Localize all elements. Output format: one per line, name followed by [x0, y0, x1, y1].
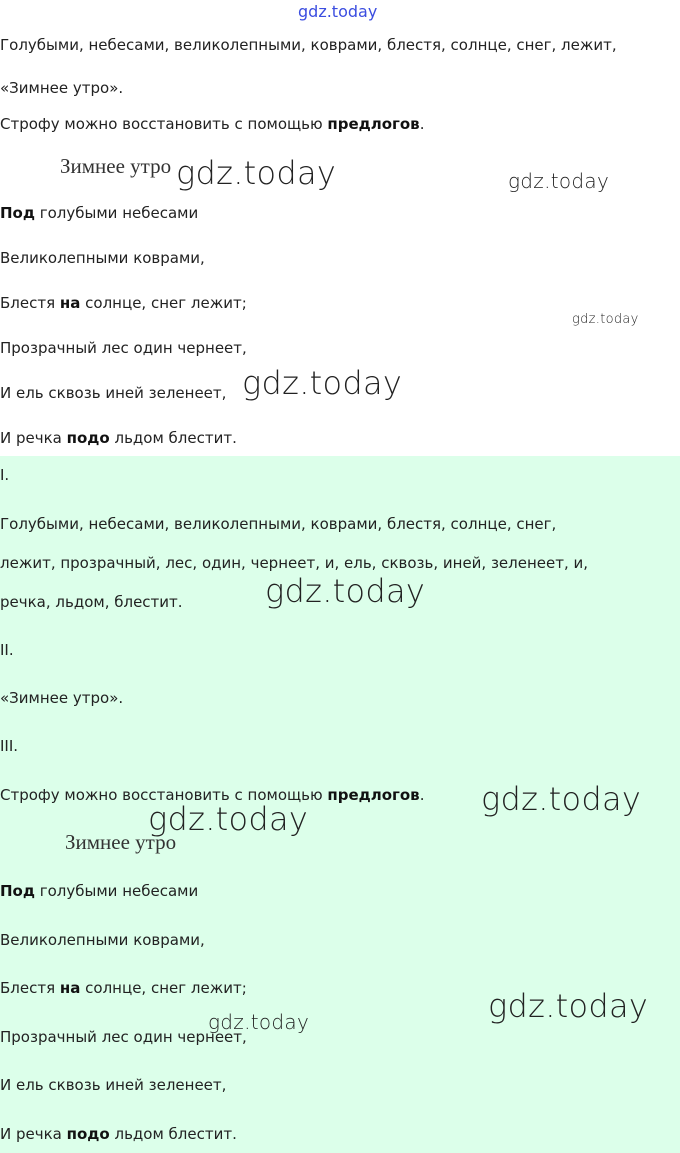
poem-bold-word: подо: [66, 1125, 110, 1143]
poem-title: Зимнее утро: [65, 830, 177, 854]
watermark: gdz.today: [242, 364, 403, 402]
poem-line-2: Великолепными коврами,: [0, 931, 205, 949]
poem-line-6: [0, 1124, 237, 1144]
word-list-line-1: Голубыми, небесами, великолепными, коврами, блестя, солнце, снег,: [0, 515, 557, 533]
word-list-line-2: лежит, прозрачный, лес, один, чернеет, и, ель, сквозь, иней, зеленеет, и,: [0, 554, 589, 572]
watermark: gdz.today: [572, 312, 639, 327]
poem-bold-word: на: [59, 979, 81, 997]
poem-bold-word: подо: [66, 429, 110, 447]
section-number-1: I.: [0, 466, 10, 484]
poem-line-6: [0, 428, 237, 448]
poem-title-answer: «Зимнее утро».: [0, 79, 124, 97]
restore-bold: предлогов: [327, 786, 420, 804]
poem-line-1: [0, 203, 198, 223]
restore-text: Строфу можно восстановить с помощью: [0, 115, 328, 133]
poem-line-4: Прозрачный лес один чернеет,: [0, 1028, 247, 1046]
poem-line-5: И ель сквозь иней зеленеет,: [0, 384, 227, 402]
restore-end: .: [419, 786, 425, 804]
watermark: gdz.today: [265, 572, 426, 610]
poem-bold-word: на: [59, 294, 81, 312]
section-number-2: II.: [0, 641, 14, 659]
poem-title-answer: «Зимнее утро».: [0, 689, 124, 707]
watermark: gdz.today: [176, 154, 337, 192]
poem-line-3: [0, 293, 247, 313]
section-number-3: III.: [0, 737, 19, 755]
word-list-line-3: речка, льдом, блестит.: [0, 593, 183, 611]
poem-line-1: [0, 881, 198, 901]
poem-line-text: льдом блестит.: [109, 1125, 237, 1143]
restore-end: .: [419, 115, 425, 133]
poem-line-3: [0, 978, 247, 998]
poem-line-4: Прозрачный лес один чернеет,: [0, 339, 247, 357]
word-list-line: Голубыми, небесами, великолепными, коврами, блестя, солнце, снег, лежит,: [0, 36, 617, 54]
poem-line-text: Блестя: [0, 979, 60, 997]
watermark: gdz.today: [508, 169, 610, 193]
watermark: gdz.today: [481, 780, 642, 818]
poem-line-text: И речка: [0, 1125, 67, 1143]
watermark: gdz.today: [148, 800, 309, 838]
header-logo[interactable]: gdz.today: [298, 2, 378, 21]
poem-line-text: голубыми небесами: [34, 882, 199, 900]
restore-sentence: [0, 114, 424, 134]
restore-bold: предлогов: [327, 115, 420, 133]
poem-line-2: Великолепными коврами,: [0, 249, 205, 267]
poem-line-text: И речка: [0, 429, 67, 447]
poem-line-5: И ель сквозь иней зеленеет,: [0, 1076, 227, 1094]
poem-line-text: солнце, снег лежит;: [80, 979, 247, 997]
poem-bold-word: Под: [0, 204, 35, 222]
restore-text: Строфу можно восстановить с помощью: [0, 786, 328, 804]
poem-line-text: голубыми небесами: [34, 204, 199, 222]
poem-line-text: солнце, снег лежит;: [80, 294, 247, 312]
poem-bold-word: Под: [0, 882, 35, 900]
poem-line-text: льдом блестит.: [109, 429, 237, 447]
watermark: gdz.today: [208, 1010, 310, 1034]
poem-title: Зимнее утро: [60, 154, 172, 178]
watermark: gdz.today: [488, 987, 649, 1025]
poem-line-text: Блестя: [0, 294, 60, 312]
